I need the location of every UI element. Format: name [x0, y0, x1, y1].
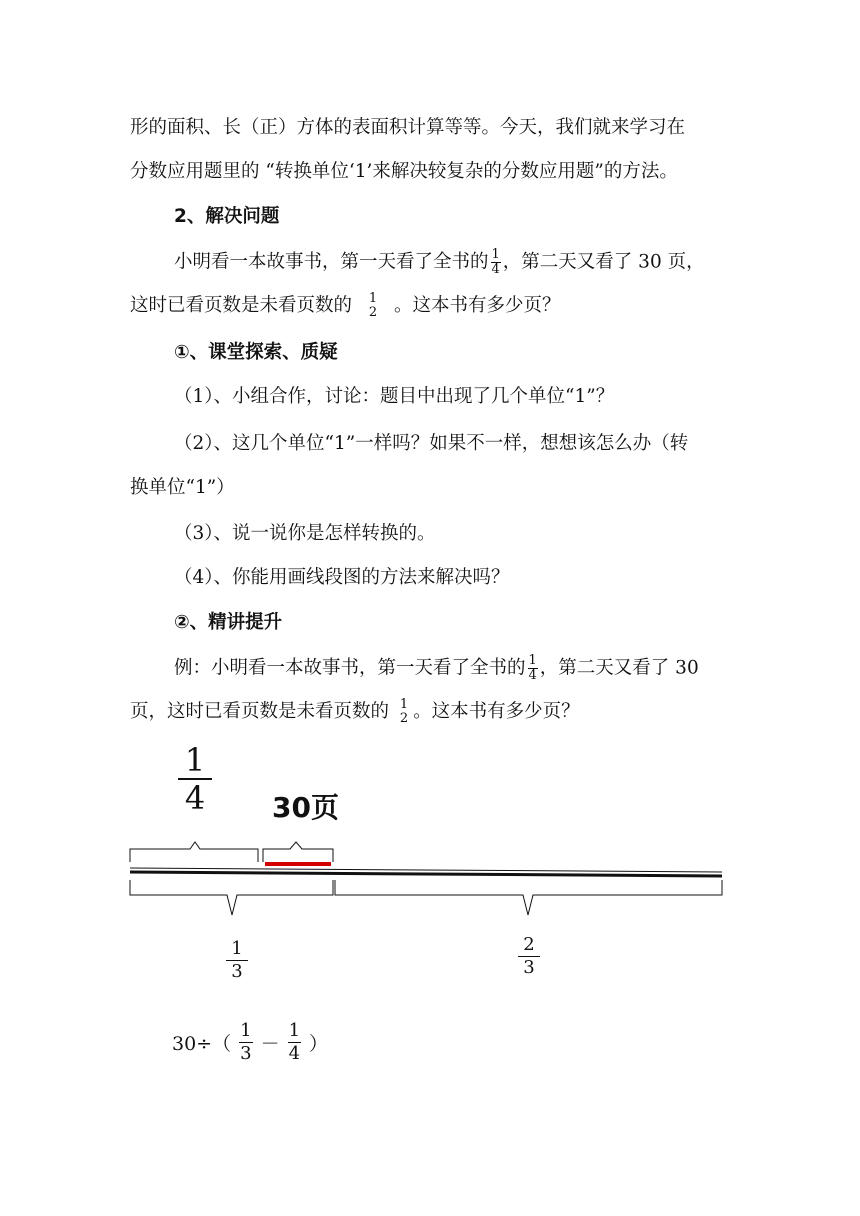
denominator: 3 [231, 961, 243, 982]
text: 。这本书有多少页？ [413, 701, 580, 722]
question: （3）、说一说你是怎样转换的。 [174, 523, 436, 544]
question: （2）、这几个单位“1”一样吗？如果不一样，想想该怎么办（转 [174, 433, 689, 454]
numerator: 1 [226, 938, 248, 961]
fraction [239, 1020, 252, 1065]
denominator: 4 [184, 779, 206, 817]
denominator: 3 [240, 1042, 252, 1064]
third-label [226, 938, 248, 983]
text: 这时已看页数是未看页数的 [130, 295, 358, 316]
quarter-label [178, 742, 212, 816]
question: （4）、你能用画线段图的方法来解决吗？ [174, 567, 510, 588]
denominator: 2 [399, 711, 409, 726]
formula [172, 1012, 328, 1072]
numerator: 1 [368, 291, 378, 306]
formula-prefix: 30÷（ [172, 1032, 232, 1055]
question: 换单位“1”） [130, 477, 235, 498]
numerator: 1 [491, 247, 500, 262]
pages-brace [263, 842, 333, 862]
two-thirds-brace [335, 880, 722, 915]
denominator: 2 [368, 305, 378, 320]
numerator: 2 [518, 934, 540, 957]
denominator: 4 [528, 668, 537, 683]
numerator: 1 [178, 742, 212, 780]
section-heading: ①、课堂探索、质疑 [174, 342, 338, 363]
denominator: 4 [288, 1042, 301, 1064]
numerator: 1 [399, 697, 409, 712]
two-thirds-label [518, 934, 540, 979]
text: ，第二天又看了 30 页， [502, 251, 705, 273]
total-segment-line [130, 872, 722, 876]
pages-label: 30页 [272, 791, 339, 824]
paragraph-line: 形的面积、长（正）方体的表面积计算等等。今天，我们就来学习在 [130, 117, 686, 138]
denominator: 3 [523, 957, 535, 978]
numerator: 1 [528, 653, 537, 668]
text: 。这本书有多少页？ [388, 295, 561, 316]
minus-sign: － [260, 1032, 280, 1055]
formula-suffix: ） [309, 1032, 329, 1055]
question: （1）、小组合作，讨论：题目中出现了几个单位“1”？ [174, 386, 615, 407]
third-brace [130, 880, 333, 915]
text: 页，这时已看页数是未看页数的 [130, 701, 395, 722]
text: ，第二天又看了 30 [539, 657, 699, 679]
text: 例：小明看一本故事书，第一天看了全书的 [174, 657, 526, 679]
text: 小明看一本故事书，第一天看了全书的 [174, 251, 489, 273]
quarter-brace [130, 842, 258, 862]
section-heading: ②、精讲提升 [174, 612, 283, 633]
section-heading: 2、解决问题 [174, 206, 280, 227]
numerator: 1 [240, 1019, 252, 1041]
paragraph-line: 分数应用题里的 “转换单位‘1’来解决较复杂的分数应用题”的方法。 [130, 161, 678, 182]
fraction [288, 1020, 301, 1065]
numerator: 1 [288, 1019, 301, 1041]
denominator: 4 [491, 262, 500, 277]
